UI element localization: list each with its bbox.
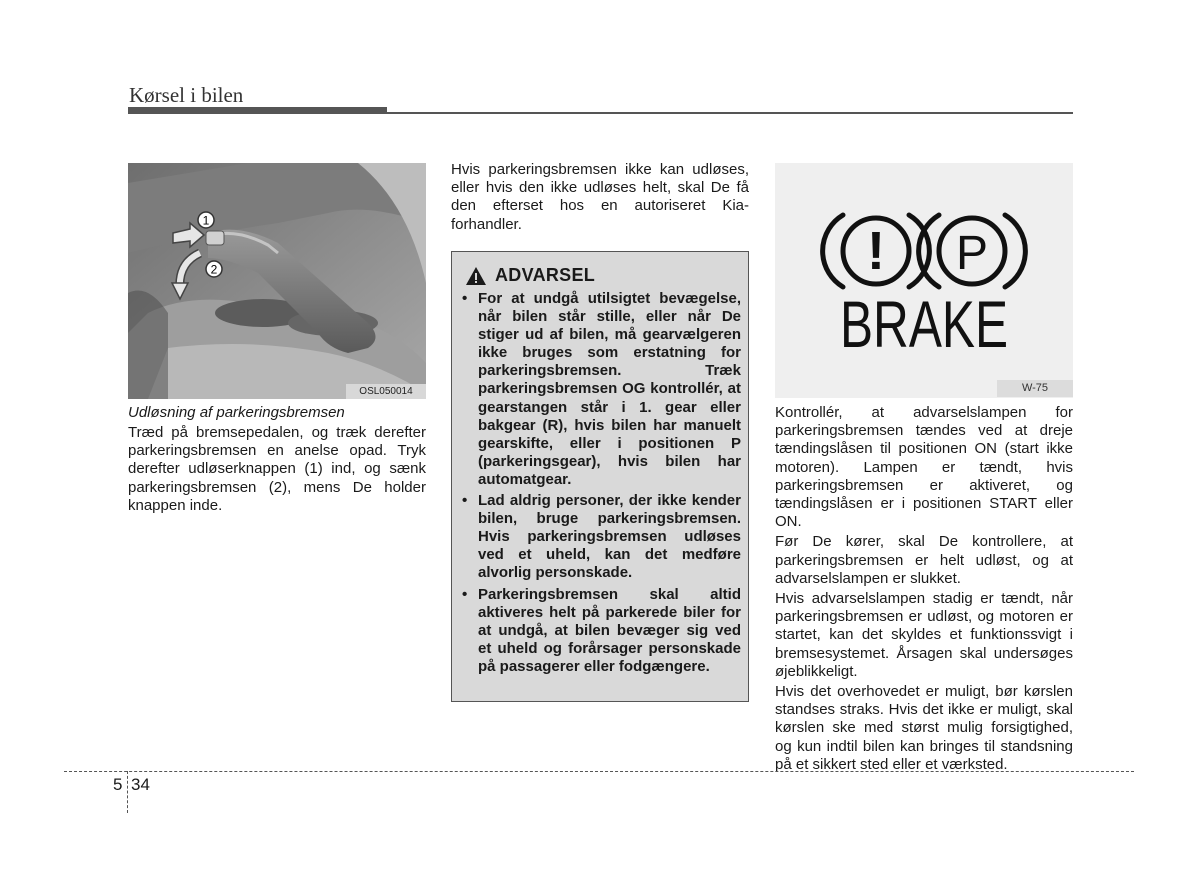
footer-divider: [64, 771, 1134, 772]
warning-item: • For at undgå utilsigtet bevægelse, når bilen står stille, eller når De stiger ud af bilen, må gearvælgeren ikke bruges som erstatning for parkeringsbremsen. Træk parkeringsbremsen OG kontrollér, at gearstangen står i 1. gear eller bakgear (R), hvis bilen har manuelt gearskifte, eller i positionen P (parkeringsgear), hvis bilen har automatgear.: [462, 290, 741, 488]
parking-p-letter: P: [955, 227, 989, 280]
warning-triangle-icon: [465, 266, 487, 286]
photo-callout-2: 2: [210, 262, 218, 277]
brake-exclamation-mark: !: [867, 221, 885, 281]
photo-code: OSL050014: [346, 384, 426, 399]
page-number-divider: [127, 771, 128, 813]
photo-caption: Udløsning af parkeringsbremsen: [128, 404, 345, 421]
header-rule-thick: [128, 107, 387, 114]
parking-brake-photo: [128, 163, 426, 399]
page-number: 34: [131, 775, 150, 794]
chapter-number: 5: [113, 775, 123, 794]
page-header-title: Kørsel i bilen: [129, 83, 244, 107]
lamp-check-text: [775, 404, 1073, 776]
brake-lamp-label: BRAKE: [840, 287, 1008, 361]
paragraph: Kontrollér, at advarselslampen for parkeringsbremsen tændes ved at dreje tændingslåsen til positionen ON (start ikke motoren). Lampen er tændt, hvis parkeringsbremsen er aktiveret, og tændingslåsen er i positionen START eller ON.: [775, 404, 1073, 531]
header-rule-thin: [387, 112, 1073, 114]
paragraph: Før De kører, skal De kontrollere, at parkeringsbremsen er helt udløst, og at advarselslampen er slukket.: [775, 533, 1073, 587]
warning-item-text: For at undgå utilsigtet bevægelse, når bilen står stille, eller når De stiger ud af bilen, må gearvælgeren ikke bruges som erstatning for parkeringsbremsen. Træk parkeringsbremsen OG kontrollér, at gearstangen står i 1. gear eller bakgear (R), hvis bilen har manuelt gearskifte, eller i positionen P (parkeringsgear), hvis bilen har automatgear.: [478, 290, 741, 488]
paragraph: Hvis det overhovedet er muligt, bør kørslen standses straks. Hvis det ikke er muligt, skal kørslen ske med størst mulig forsigtighed, og kun indtil bilen kan bringes til standsning på et sikkert sted eller et værksted.: [775, 683, 1073, 773]
warning-item: • Parkeringsbremsen skal altid aktiveres helt på parkerede biler for at undgå, at bilen bevæger sig ved et uheld og forårsager personskade på passagerer eller fodgængere.: [462, 585, 741, 675]
photo-callout-1: 1: [202, 213, 210, 228]
warning-header: [465, 265, 595, 286]
warning-item-text: Parkeringsbremsen skal altid aktiveres helt på parkerede biler for at undgå, at bilen bevæger sig ved et uheld og forårsager personskade på passagerer eller fodgængere.: [478, 585, 741, 675]
brake-warning-lamp-figure: [775, 163, 1073, 398]
warning-item-text: Lad aldrig personer, der ikke kender bilen, bruge parkeringsbremsen. Hvis parkeringsbremsen udløses ved et uheld, kan det medføre alvorlig personskade.: [478, 492, 741, 582]
warning-item: • Lad aldrig personer, der ikke kender bilen, bruge parkeringsbremsen. Hvis parkeringsbremsen udløses ved et uheld, kan det medføre alvorlig personskade.: [462, 492, 741, 582]
warning-title: ADVARSEL: [495, 265, 596, 285]
release-instructions: Træd på bremsepedalen, og træk derefter parkeringsbremsen en anelse opad. Tryk derefter udløserknappen (1) ind, og sænk parkeringsbremsen (2), mens De holder knappen inde.: [128, 424, 426, 514]
paragraph: Hvis advarselslampen stadig er tændt, når parkeringsbremsen er udløst, og motoren er startet, kan det skyldes et funktionssvigt i bremsesystemet. Årsagen skal undersøges øjeblikkeligt.: [775, 590, 1073, 680]
warning-box: [451, 251, 749, 702]
figure-code: W-75: [997, 380, 1073, 397]
intro-paragraph: Hvis parkeringsbremsen ikke kan udløses, eller hvis den ikke udløses helt, skal De få den efterset hos en autoriseret Kia-forhandler.: [451, 161, 749, 233]
warning-list: [458, 290, 741, 679]
